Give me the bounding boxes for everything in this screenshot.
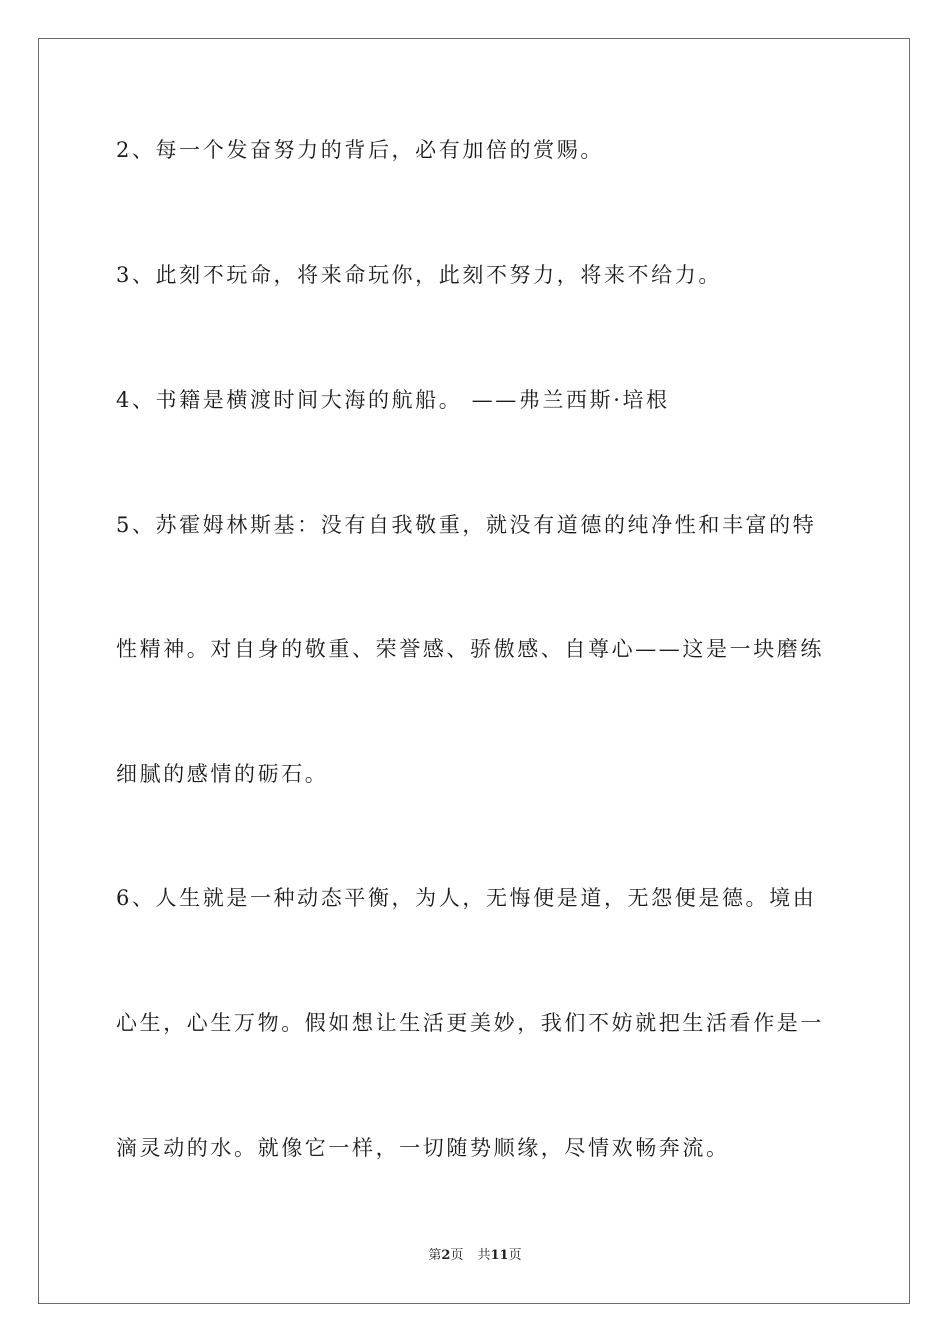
page-number: 2 (441, 1248, 451, 1263)
page-frame (38, 38, 910, 1304)
total-pages: 11 (490, 1248, 509, 1263)
text-line-1: 2、每一个发奋努力的背后，必有加倍的赏赐。 (116, 138, 604, 162)
page-footer (0, 1247, 950, 1265)
text-line-5: 性精神。对自身的敬重、荣誉感、骄傲感、自尊心——这是一块磨练 (116, 637, 824, 661)
text-line-2: 3、此刻不玩命，将来命玩你，此刻不努力，将来不给力。 (116, 263, 722, 287)
text-line-4: 5、苏霍姆林斯基：没有自我敬重，就没有道德的纯净性和丰富的特 (116, 513, 817, 537)
page-suffix: 页 (450, 1248, 464, 1263)
text-line-8: 心生，心生万物。假如想让生活更美妙，我们不妨就把生活看作是一 (116, 1011, 824, 1035)
total-prefix: 共 (477, 1248, 491, 1263)
page-prefix: 第 (428, 1248, 442, 1263)
text-line-3: 4、书籍是横渡时间大海的航船。 ——弗兰西斯·培根 (116, 388, 670, 412)
text-line-7: 6、人生就是一种动态平衡，为人，无悔便是道，无怨便是德。境由 (116, 886, 817, 910)
text-line-6: 细腻的感情的砺石。 (116, 762, 329, 786)
text-line-9: 滴灵动的水。就像它一样，一切随势顺缘，尽情欢畅奔流。 (116, 1136, 730, 1160)
total-suffix: 页 (508, 1248, 522, 1263)
